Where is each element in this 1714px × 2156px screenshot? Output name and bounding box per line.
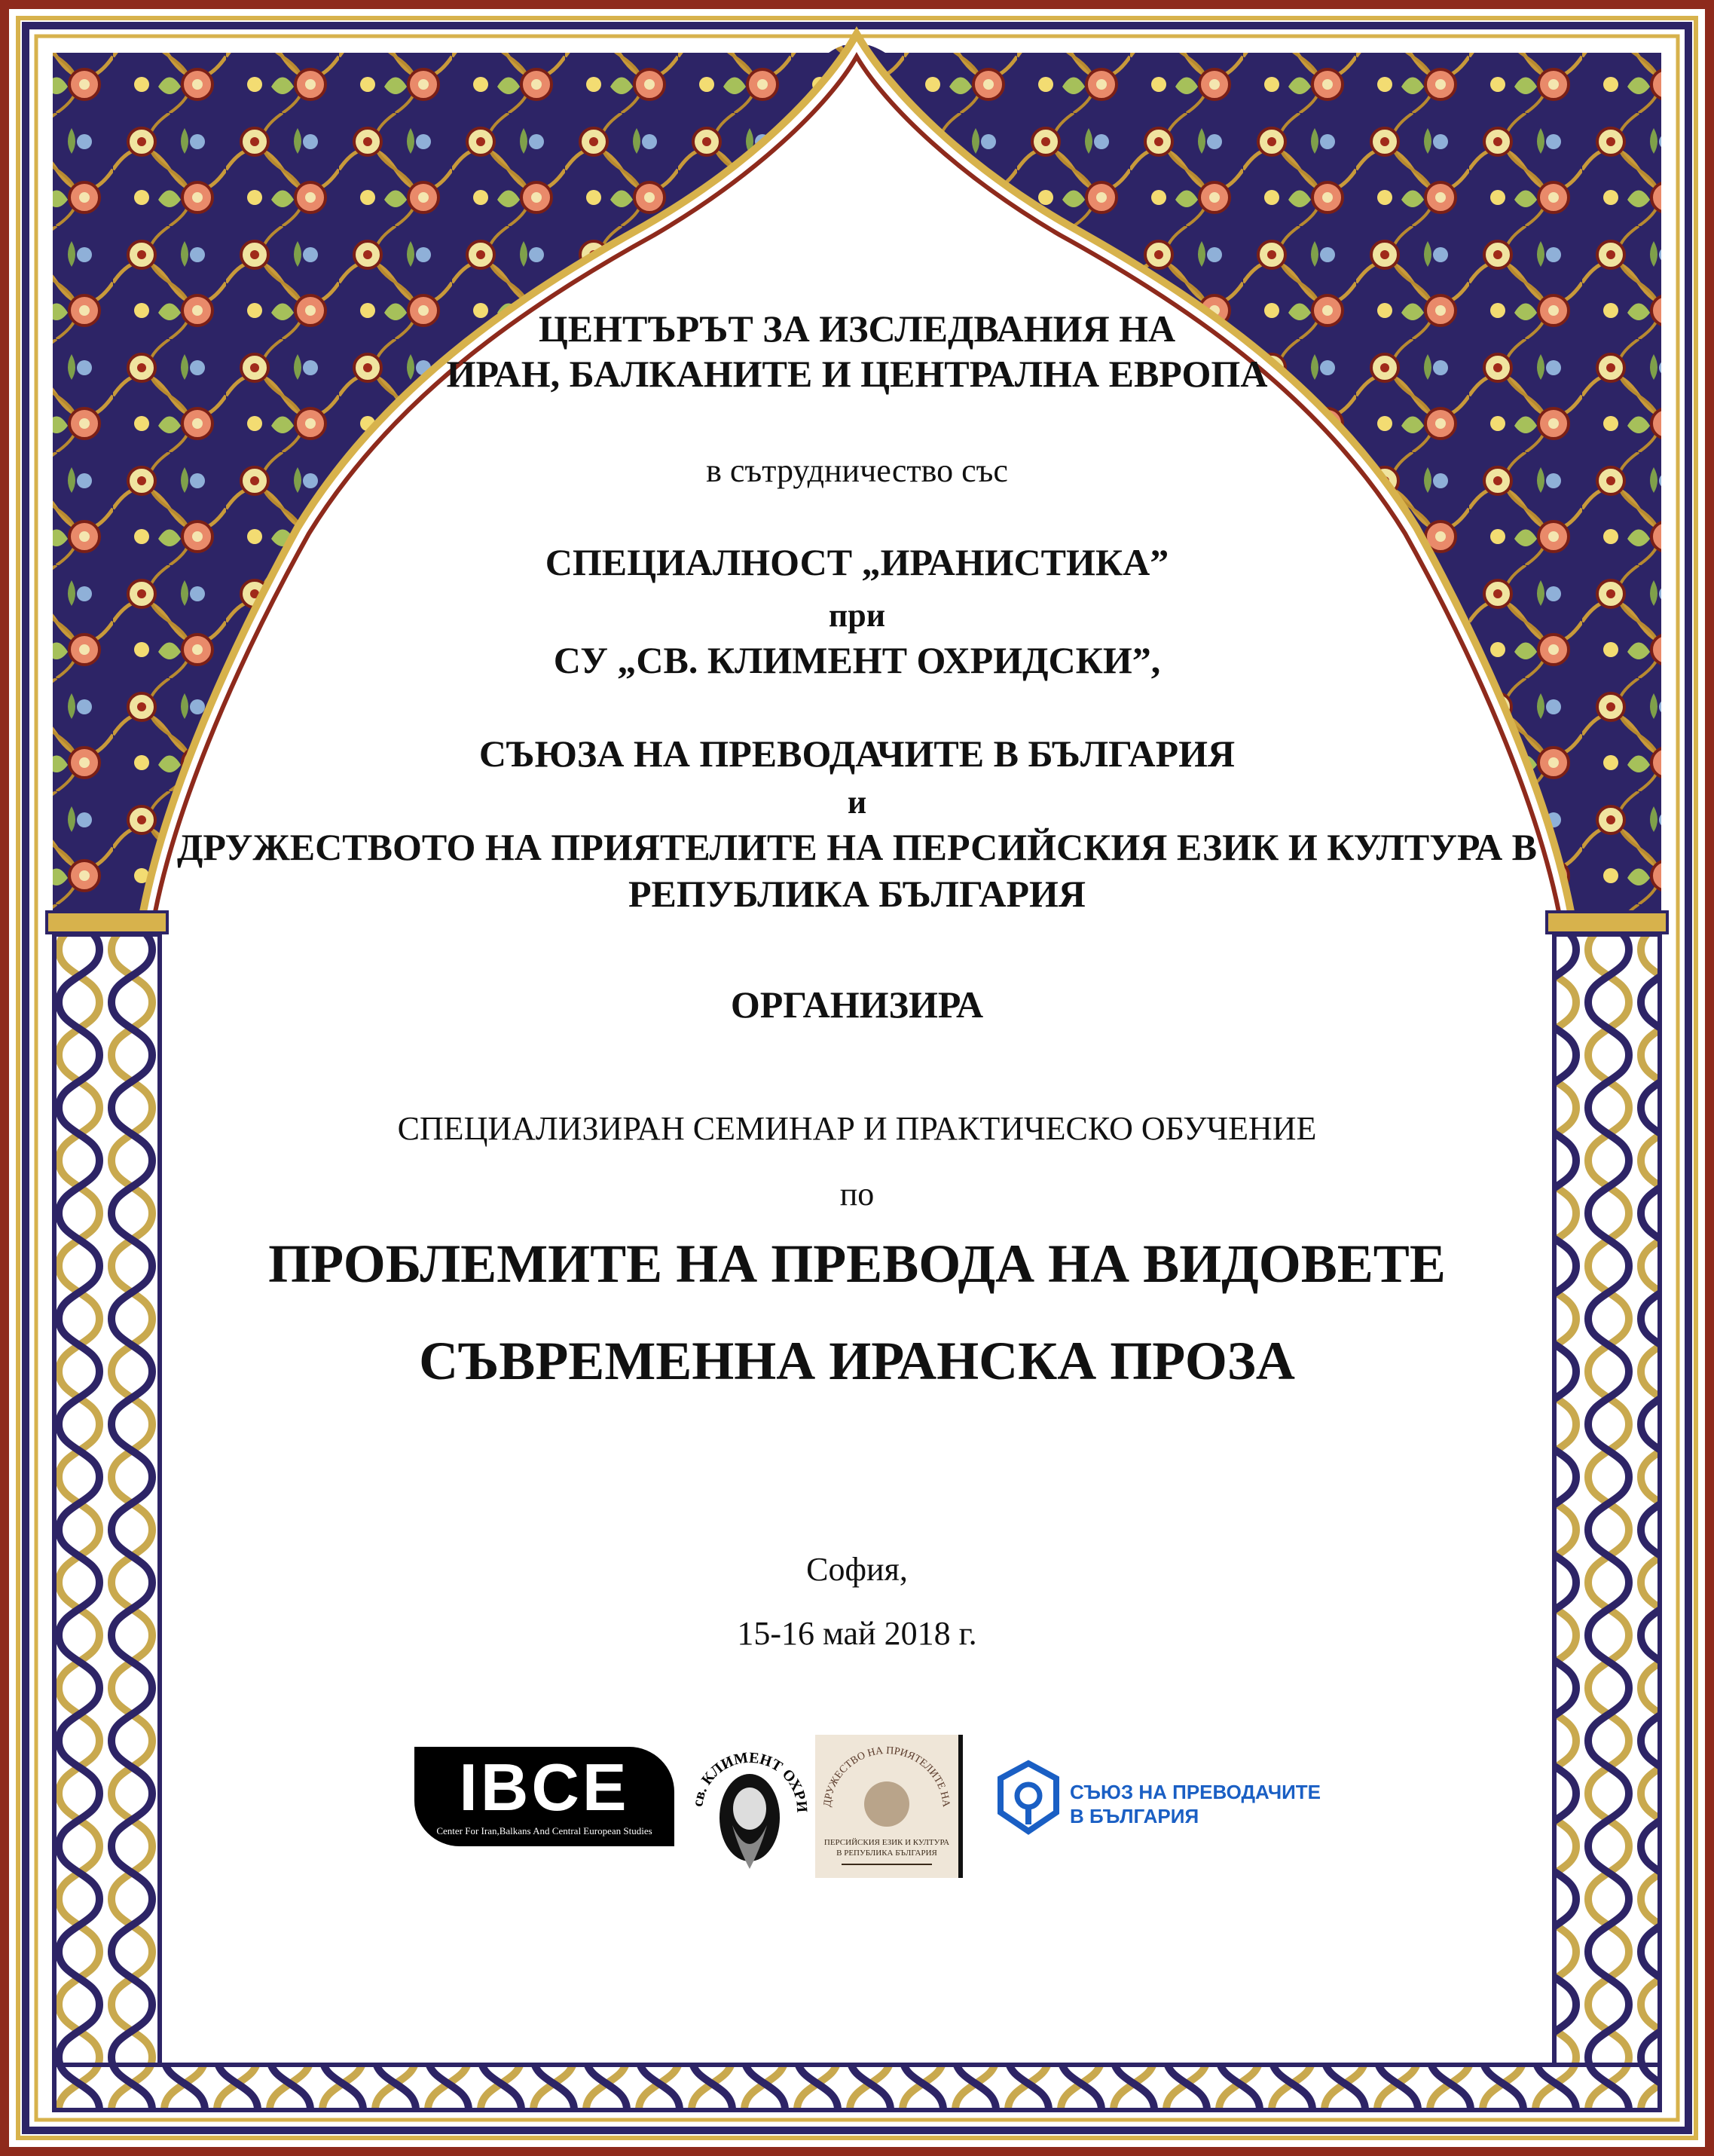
icbce-logo-caption: Center For Iran,Balkans And Central European Studies (436, 1825, 652, 1836)
conjunction-and: и (847, 784, 867, 821)
organizes-heading: ОРГАНИЗИРА (730, 983, 984, 1026)
translators-union-name: СЪЮЗА НА ПРЕВОДАЧИТЕ В БЪЛГАРИЯ (478, 732, 1236, 775)
su-logo-arc-text: св. КЛИМЕНТ ОХРИ (689, 1749, 811, 1813)
icbce-logo (414, 1747, 674, 1846)
sofia-university-emblem (686, 1735, 814, 1879)
translators-union-logo-line1: СЪЮЗ НА ПРЕВОДАЧИТЕ (1070, 1781, 1321, 1803)
event-type: СПЕЦИАЛИЗИРАН СЕМИНАР И ПРАКТИЧЕСКО ОБУЧЕНИЕ (397, 1110, 1317, 1147)
organizer-name-line2: ИРАН, БАЛКАНИТЕ И ЦЕНТРАЛНА ЕВРОПА (446, 353, 1268, 395)
sofia-university-logo (686, 1735, 814, 1879)
society-name-line1: ДРУЖЕСТВОТО НА ПРИЯТЕЛИТЕ НА ПЕРСИЙСКИЯ ЕЗИК И КУЛТУРА В (176, 826, 1538, 868)
society-name-line2: РЕПУБЛИКА БЪЛГАРИЯ (628, 873, 1086, 915)
society-logo-arc-text: ДРУЖЕСТВО НА ПРИЯТЕЛИТЕ НА (822, 1745, 952, 1808)
event-title-line2: СЪВРЕМЕННА ИРАНСКА ПРОЗА (419, 1331, 1295, 1391)
event-title-line1: ПРОБЛЕМИТЕ НА ПРЕВОДА НА ВИДОВЕТЕ (268, 1234, 1446, 1294)
organizer-name-line1: ЦЕНТЪРЪТ ЗА ИЗСЛЕДВАНИЯ НА (538, 307, 1176, 350)
cooperation-text: в сътрудничество със (706, 452, 1008, 489)
translators-union-logo-line2: В БЪЛГАРИЯ (1070, 1805, 1199, 1827)
icbce-logo-mark: IBCE (459, 1750, 630, 1824)
university-name: СУ „СВ. КЛИМЕНТ ОХРИДСКИ”, (553, 639, 1161, 681)
society-emblem (815, 1735, 958, 1878)
translators-union-emblem (994, 1760, 1062, 1835)
society-logo (815, 1735, 963, 1878)
preposition-on: по (839, 1176, 875, 1213)
event-city: София, (806, 1551, 908, 1588)
society-logo-line2: В РЕПУБЛИКА БЪЛГАРИЯ (836, 1849, 937, 1858)
event-date: 15-16 май 2018 г. (737, 1615, 977, 1652)
preposition-at: при (828, 597, 886, 634)
society-logo-line1: ПЕРСИЙСКИЯ ЕЗИК И КУЛТУРА (823, 1838, 950, 1847)
translators-union-logo (994, 1760, 1326, 1843)
specialty-name: СПЕЦИАЛНОСТ „ИРАНИСТИКА” (545, 541, 1169, 583)
